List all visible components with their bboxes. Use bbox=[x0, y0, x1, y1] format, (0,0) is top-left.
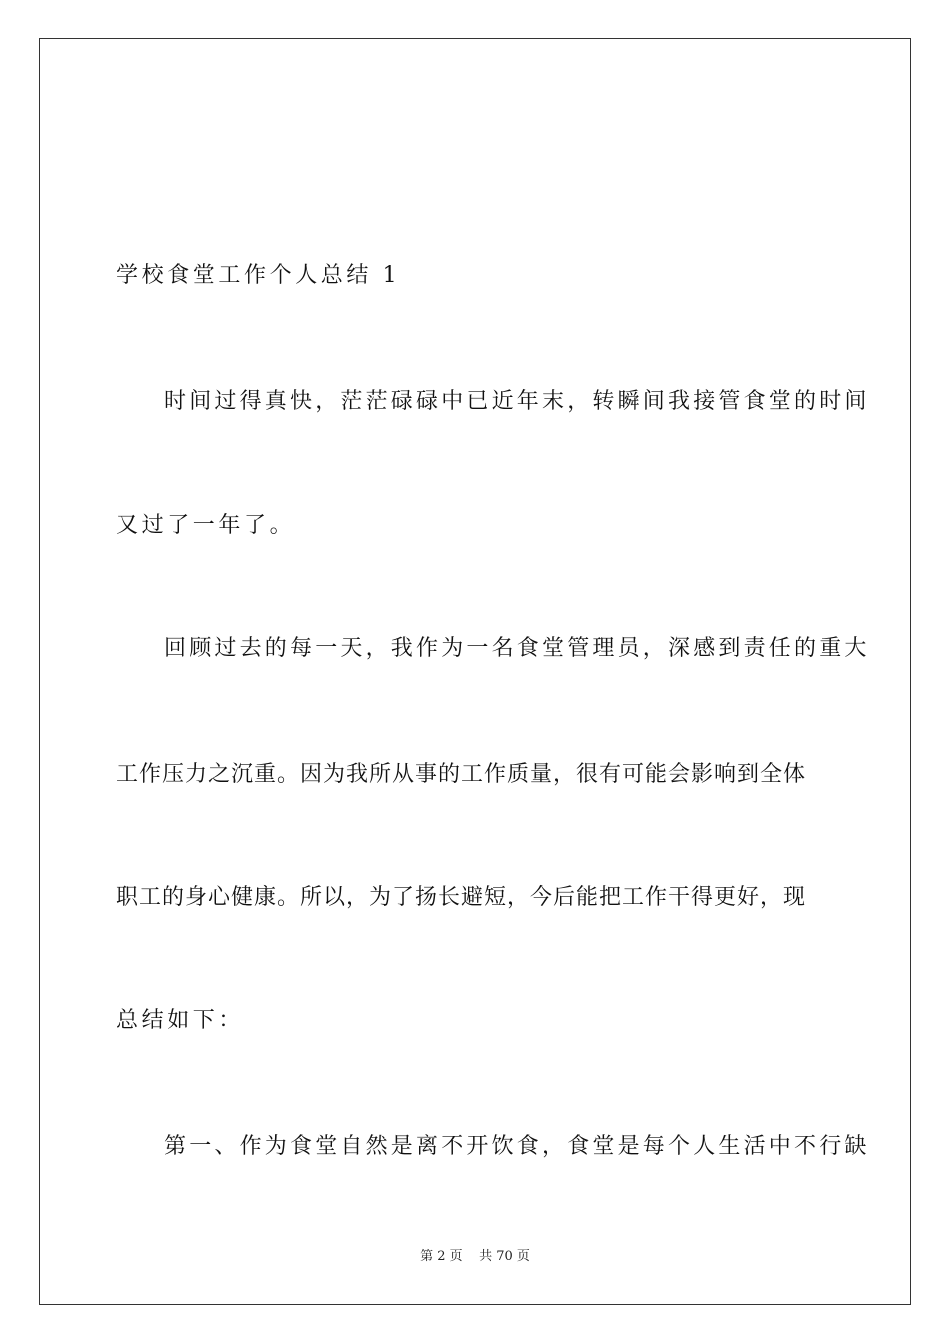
document-title: 学校食堂工作个人总结 1 bbox=[116, 263, 401, 288]
paragraph-line-5: 职工的身心健康。所以，为了扬长避短，今后能把工作干得更好，现 bbox=[116, 885, 807, 910]
page-number-footer: 第 2 页 共 70 页 bbox=[420, 1249, 530, 1264]
paragraph-line-3: 回顾过去的每一天，我作为一名食堂管理员，深感到责任的重大 bbox=[164, 636, 870, 661]
paragraph-line-2: 又过了一年了。 bbox=[116, 513, 296, 538]
paragraph-line-1: 时间过得真快，茫茫碌碌中已近年末，转瞬间我接管食堂的时间 bbox=[164, 389, 870, 414]
paragraph-line-6: 总结如下： bbox=[116, 1008, 245, 1033]
paragraph-line-7: 第一、作为食堂自然是离不开饮食，食堂是每个人生活中不行缺 bbox=[164, 1134, 870, 1159]
page-frame bbox=[39, 38, 911, 1305]
paragraph-line-4: 工作压力之沉重。因为我所从事的工作质量，很有可能会影响到全体 bbox=[116, 762, 807, 787]
